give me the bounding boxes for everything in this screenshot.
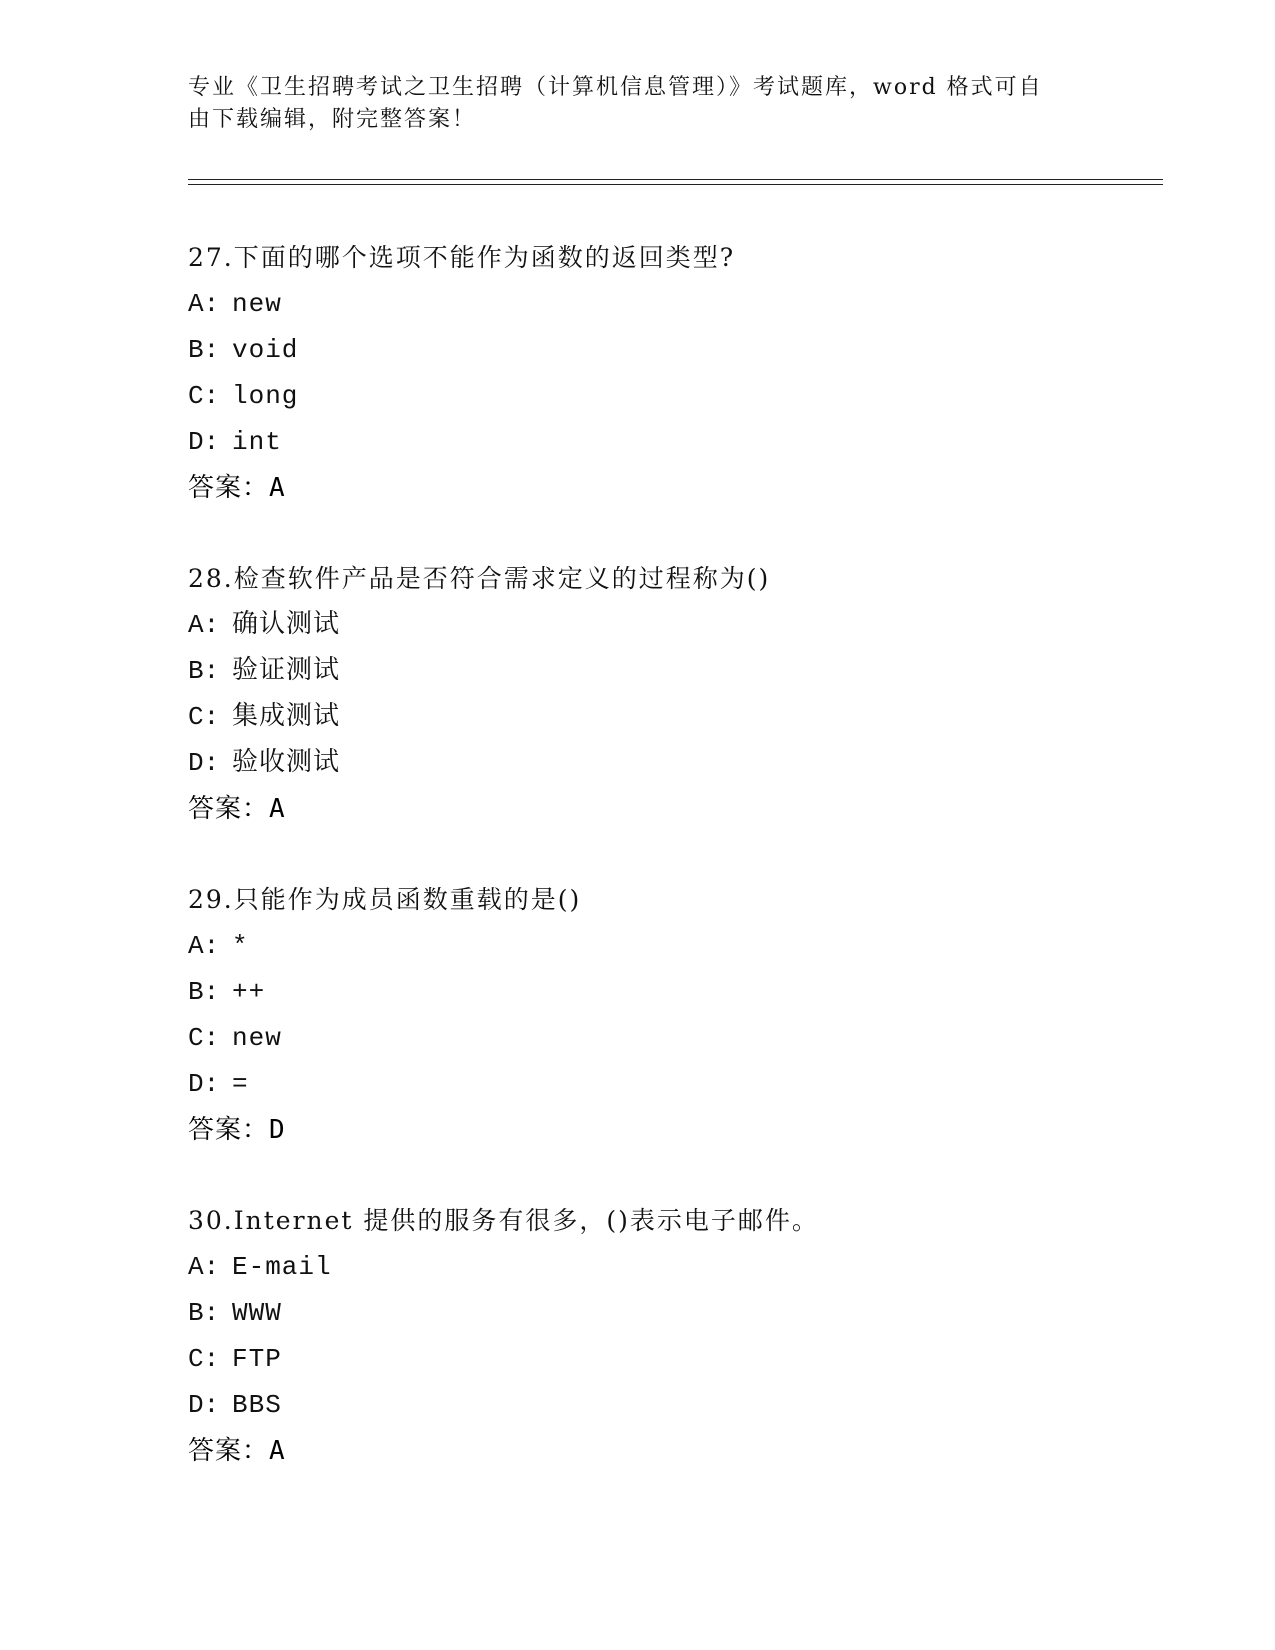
- answer-line: [188, 465, 1168, 511]
- answer-value: A: [269, 473, 286, 503]
- option-text: int: [232, 427, 282, 457]
- question-28: [188, 556, 1168, 832]
- question-title: 29.只能作为成员函数重载的是(): [188, 885, 582, 914]
- option-text: E-mail: [232, 1252, 332, 1282]
- option-c: [188, 373, 1168, 419]
- option-d: [188, 419, 1168, 465]
- answer-value: A: [269, 794, 286, 824]
- option-b: [188, 648, 1168, 694]
- question-title: 28.检查软件产品是否符合需求定义的过程称为(): [188, 564, 771, 593]
- option-text: void: [232, 335, 299, 365]
- option-a: [188, 923, 1168, 969]
- option-text: new: [232, 1023, 282, 1053]
- option-letter: D:: [188, 427, 220, 457]
- option-letter: D:: [188, 1390, 220, 1420]
- option-letter: D:: [188, 1069, 220, 1099]
- answer-label: 答案：: [188, 1115, 270, 1145]
- header-divider-top: [188, 179, 1163, 180]
- option-letter: A:: [188, 610, 220, 640]
- option-b: [188, 969, 1168, 1015]
- header-line-2: 由下载编辑，附完整答案！: [188, 107, 477, 132]
- answer-line: [188, 1107, 1168, 1153]
- question-title: 30.Internet 提供的服务有很多，()表示电子邮件。: [188, 1206, 819, 1235]
- option-d: [188, 1382, 1168, 1428]
- option-text: long: [232, 381, 299, 411]
- option-d: [188, 740, 1168, 786]
- answer-value: A: [269, 1436, 286, 1466]
- option-letter: A:: [188, 931, 220, 961]
- answer-line: [188, 1428, 1168, 1474]
- option-letter: B:: [188, 656, 220, 686]
- option-a: [188, 1244, 1168, 1290]
- option-a: [188, 602, 1168, 648]
- option-letter: C:: [188, 702, 220, 732]
- answer-line: [188, 786, 1168, 832]
- question-30: [188, 1198, 1168, 1474]
- option-text: 验收测试: [232, 748, 341, 778]
- header-line-1: 专业《卫生招聘考试之卫生招聘（计算机信息管理）》考试题库，word 格式可自: [188, 75, 1043, 100]
- question-title: 27.下面的哪个选项不能作为函数的返回类型?: [188, 243, 736, 272]
- option-letter: B:: [188, 1298, 220, 1328]
- option-text: FTP: [232, 1344, 282, 1374]
- option-letter: C:: [188, 1023, 220, 1053]
- answer-label: 答案：: [188, 473, 270, 503]
- option-text: ++: [232, 977, 266, 1007]
- option-letter: B:: [188, 977, 220, 1007]
- option-b: [188, 327, 1168, 373]
- option-text: *: [232, 931, 249, 961]
- answer-label: 答案：: [188, 794, 270, 824]
- option-text: 集成测试: [232, 702, 341, 732]
- option-a: [188, 281, 1168, 327]
- question-27: [188, 235, 1168, 511]
- option-d: [188, 1061, 1168, 1107]
- option-letter: B:: [188, 335, 220, 365]
- answer-label: 答案：: [188, 1436, 270, 1466]
- option-text: BBS: [232, 1390, 282, 1420]
- option-text: new: [232, 289, 282, 319]
- option-letter: C:: [188, 381, 220, 411]
- option-c: [188, 694, 1168, 740]
- option-letter: C:: [188, 1344, 220, 1374]
- option-text: =: [232, 1069, 249, 1099]
- option-letter: A:: [188, 1252, 220, 1282]
- header-divider-bottom: [188, 184, 1163, 185]
- document-header: [188, 72, 1068, 136]
- option-c: [188, 1336, 1168, 1382]
- option-letter: A:: [188, 289, 220, 319]
- option-letter: D:: [188, 748, 220, 778]
- option-c: [188, 1015, 1168, 1061]
- option-b: [188, 1290, 1168, 1336]
- answer-value: D: [269, 1115, 286, 1145]
- option-text: WWW: [232, 1298, 282, 1328]
- question-29: [188, 877, 1168, 1153]
- option-text: 验证测试: [232, 656, 341, 686]
- option-text: 确认测试: [232, 610, 341, 640]
